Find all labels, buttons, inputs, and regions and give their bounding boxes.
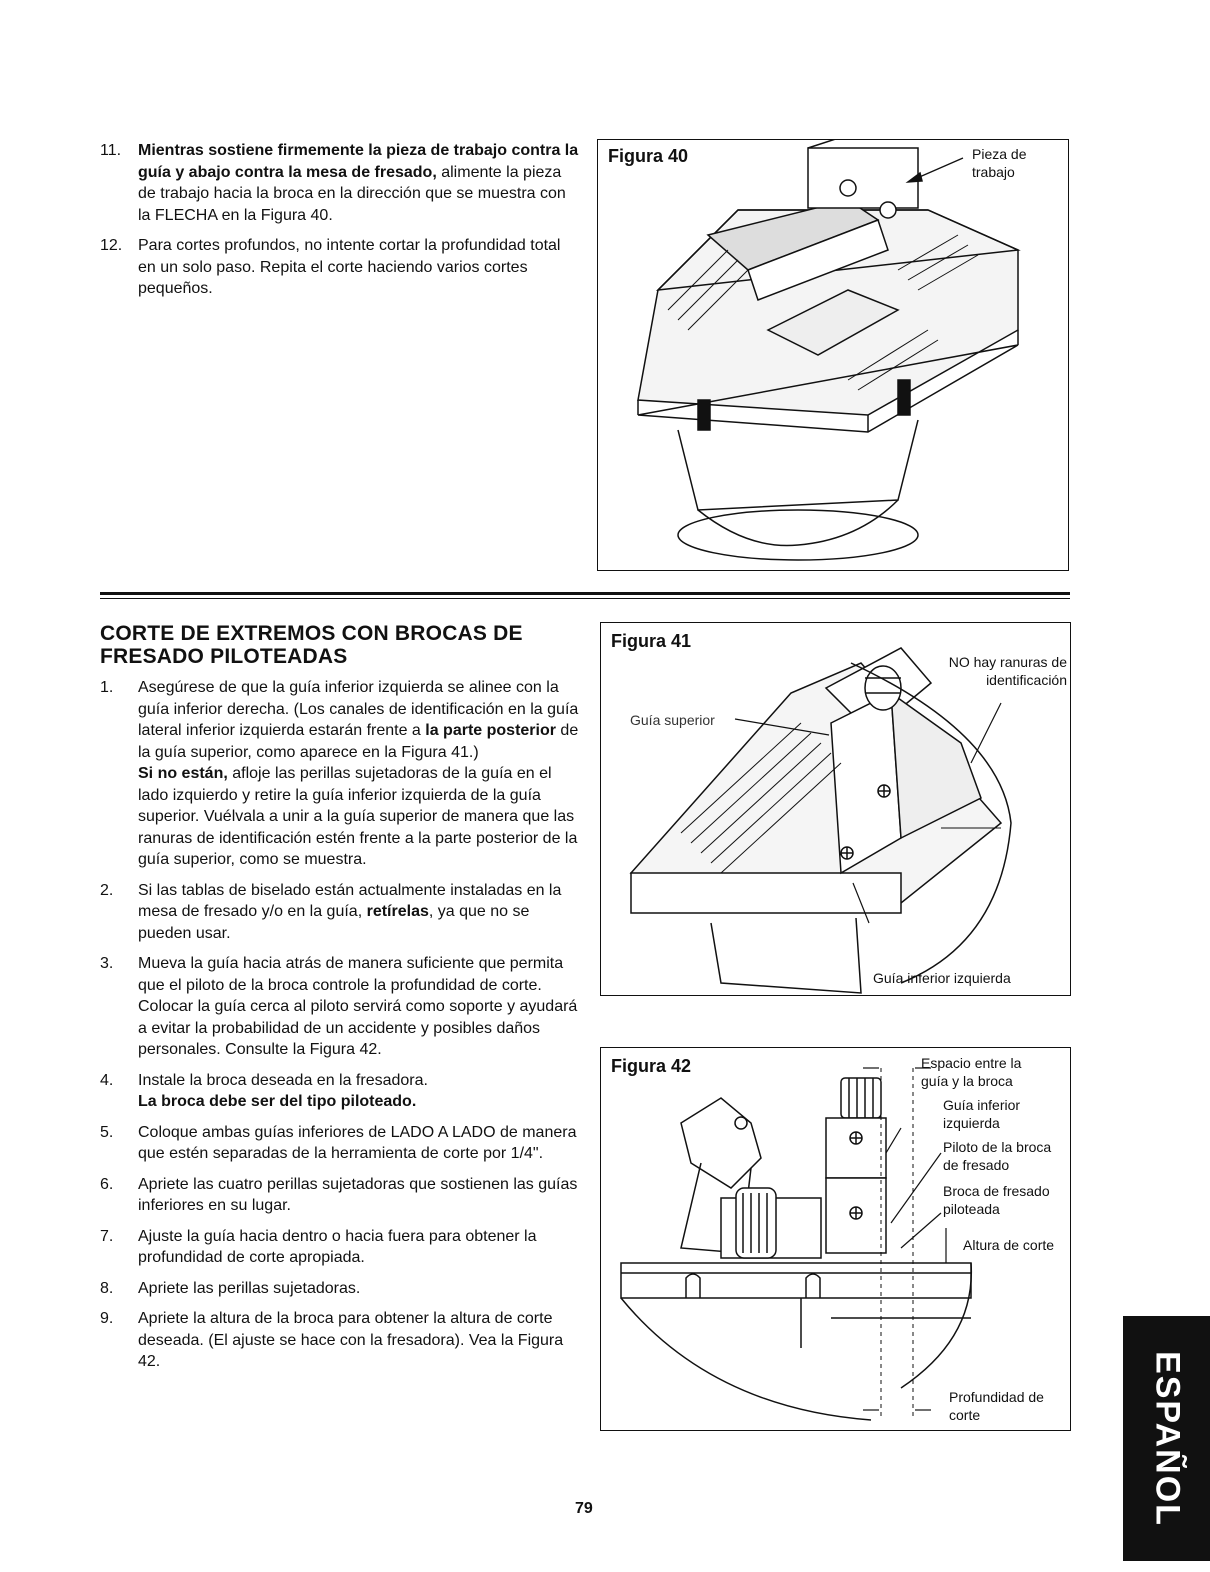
step-text: alimente la pieza de trabajo hacia la broca en la dirección que se muestra con la FLECHA en la Figura 40. <box>138 163 566 224</box>
step-2 <box>100 880 580 945</box>
section-divider-thin <box>100 598 1070 599</box>
step-text: Para cortes profundos, no intente cortar la profundidad total en un solo paso. Repita el corte haciendo varios cortes pequeños. <box>138 237 561 297</box>
step-text: de la guía superior, como aparece en la Figura 41.) <box>138 722 579 761</box>
step-text: Apriete la altura de la broca para obtener la altura de corte deseada. (El ajuste se hace con la fresadora). Vea la Figura 42. <box>138 1310 564 1370</box>
label-upper-guide: Guía superior <box>630 712 715 728</box>
step-number: 5. <box>100 1123 114 1141</box>
page-number: 79 <box>575 1500 593 1517</box>
label-lower-left-guide: Guía inferior izquierda <box>873 970 1011 986</box>
step-4 <box>100 1070 580 1113</box>
language-tab-label: ESPAÑOL <box>1148 1350 1186 1527</box>
step-5 <box>100 1122 580 1165</box>
step-3 <box>100 953 580 1061</box>
router-table-illustration <box>598 140 1068 570</box>
step-11 <box>100 140 580 226</box>
label-lower-left-guide: Guía inferior izquierda <box>943 1097 1021 1131</box>
step-text: Mueva la guía hacia atrás de manera suficiente que permita que el piloto de la broca controle la profundidad de corte. Colocar la guía cerca al piloto servirá como soporte y ayudará a evitar la probabilidad de un accidente y posibles daños personales. Consulte la Figura 42. <box>138 955 578 1058</box>
step-number: 9. <box>100 1310 114 1327</box>
step-number: 6. <box>100 1175 114 1193</box>
step-text: Instale la broca deseada en la fresadora. <box>138 1071 428 1089</box>
step-number: 4. <box>100 1071 114 1089</box>
figure-41 <box>600 622 1071 996</box>
step-text: Apriete las cuatro perillas sujetadoras que sostienen las guías inferiores en su lugar. <box>138 1175 578 1214</box>
label-depth: Profundidad de corte <box>949 1389 1044 1423</box>
section-divider <box>100 592 1070 595</box>
label-piece: Pieza de trabajo <box>972 146 1027 180</box>
step-7 <box>100 1226 580 1269</box>
step-8 <box>100 1278 580 1300</box>
step-bold-text: La broca debe ser del tipo piloteado. <box>138 1093 417 1110</box>
step-text: Si las tablas de biselado están actualmente instaladas en la mesa de fresado y/o en la guía, <box>138 881 562 920</box>
figure-title: Figura 41 <box>611 631 692 651</box>
step-text: Ajuste la guía hacia dentro o hacia fuera para obtener la profundidad de corte apropiada. <box>138 1227 537 1266</box>
step-1 <box>100 677 580 871</box>
label-pilot: Piloto de la broca de fresado <box>943 1139 1052 1173</box>
figure-title: Figura 42 <box>611 1056 692 1076</box>
figure-40 <box>597 139 1069 571</box>
step-bold-text: Si no están, <box>138 765 228 782</box>
step-number: 12. <box>100 237 123 254</box>
language-tab <box>1123 1316 1210 1561</box>
step-bold-text: retírelas <box>366 903 429 920</box>
step-12 <box>100 235 580 300</box>
figure-42 <box>600 1047 1071 1431</box>
step-number: 3. <box>100 955 114 972</box>
label-bit: Broca de fresado piloteada <box>943 1183 1050 1217</box>
step-text: afloje las perillas sujetadoras de la guía en el lado izquierdo y retire la guía inferior izquierda de la guía superior. Vuélvala a unir a la guía superior de manera que las ranuras de identificación estén frente a la parte posterior de la guía superior, como se muestra. <box>138 765 578 868</box>
section-title: CORTE DE EXTREMOS CON BROCAS DE FRESADO PILOTEADAS <box>100 622 523 668</box>
step-bold-text: la parte posterior <box>425 722 556 739</box>
step-number: 7. <box>100 1227 114 1245</box>
step-text: Apriete las perillas sujetadoras. <box>138 1279 361 1297</box>
step-number: 1. <box>100 679 114 696</box>
step-text: , ya que no se pueden usar. <box>138 903 530 942</box>
step-text: Coloque ambas guías inferiores de LADO A LADO de manera que estén separadas de la herramienta de corte por 1/4". <box>138 1123 577 1162</box>
step-9 <box>100 1308 580 1373</box>
figure-title: Figura 40 <box>608 146 689 166</box>
section-end-cuts <box>100 622 580 1382</box>
step-number: 11. <box>100 142 122 159</box>
label-gap: Espacio entre la guía y la broca <box>921 1055 1022 1089</box>
top-steps <box>100 140 580 309</box>
step-bold-text: Mientras sostiene firmemente la pieza de trabajo contra la guía y abajo contra la mesa de fresado, <box>138 142 579 181</box>
step-text: Asegúrese de que la guía inferior izquierda se alinee con la guía inferior derecha. (Los canales de identificación en la guía lateral inferior izquierda estarán frente a <box>138 679 579 739</box>
step-6 <box>100 1174 580 1217</box>
step-number: 8. <box>100 1279 114 1297</box>
step-number: 2. <box>100 881 114 899</box>
label-height: Altura de corte <box>963 1237 1055 1253</box>
label-no-slots: NO hay ranuras de identificación <box>948 654 1067 688</box>
